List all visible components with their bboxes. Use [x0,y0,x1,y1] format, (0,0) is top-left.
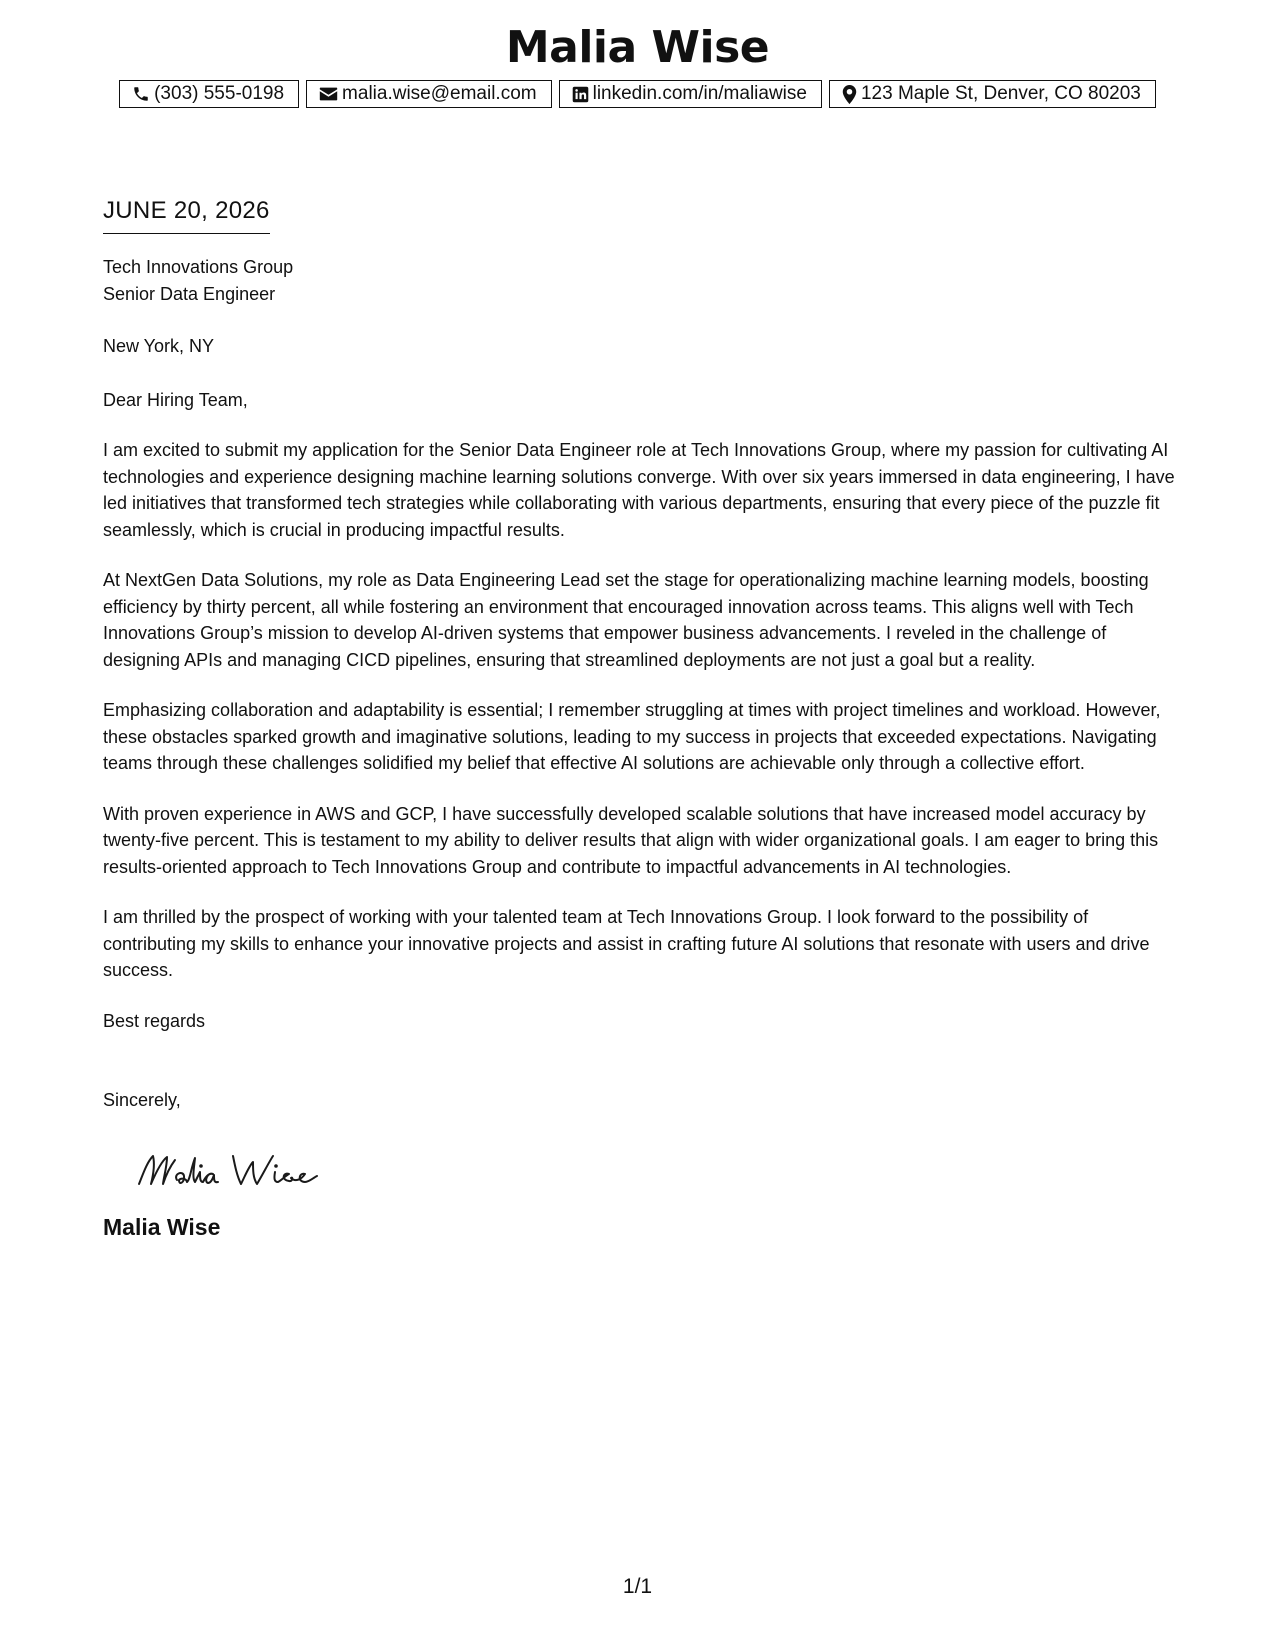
envelope-icon [319,86,338,102]
linkedin-text: linkedin.com/in/maliawise [592,83,807,104]
contact-phone [119,80,299,108]
handwritten-signature [133,1144,1176,1198]
phone-icon [132,85,150,103]
email-text: malia.wise@email.com [342,83,537,104]
address-text: 123 Maple St, Denver, CO 80203 [860,83,1141,104]
recipient-position: Senior Data Engineer [103,283,276,304]
applicant-name: Malia Wise [505,22,770,73]
body-paragraph: With proven experience in AWS and GCP, I have successfully developed scalable solutions that have increased model accuracy by twenty-five percent. This is testament to my ability to deliver results that align with wider organizational goals. I am eager to bring this results-oriented approach to Tech Innovations Group and contribute to impactful advancements in AI technologies. [103,803,1159,877]
letter-body [103,196,1176,1242]
contact-bar [0,80,1275,108]
letter-date: JUNE 20, 2026 [103,196,270,234]
recipient-block [103,254,1176,360]
body-paragraph: I am thrilled by the prospect of working with your talented team at Tech Innovations Group. I look forward to the possibility of contributing my skills to enhance your innovative projects and assist in crafting future AI solutions that resonate with users and drive success. [103,907,1150,980]
phone-text: (303) 555-0198 [154,83,285,104]
salutation: Dear Hiring Team, [103,389,248,410]
recipient-location: New York, NY [103,336,215,356]
contact-email [306,80,552,108]
contact-address [829,80,1156,108]
signed-name: Malia Wise [103,1213,221,1240]
closing-phrase: Best regards [103,1010,206,1031]
sign-off: Sincerely, [103,1090,181,1110]
linkedin-icon [572,86,589,103]
page-number: 1/1 [622,1575,653,1598]
recipient-company: Tech Innovations Group [103,257,294,277]
body-paragraph: I am excited to submit my application for the Senior Data Engineer role at Tech Innovations Group, where my passion for cultivating AI technologies and experience designing machine learning solutions converge. With over six years immersed in data engineering, I have led initiatives that transformed tech strategies while collaborating with various departments, ensuring that every piece of the puzzle fit seamlessly, which is crucial in producing impactful results. [103,440,1175,540]
contact-linkedin [559,80,822,108]
body-paragraph: Emphasizing collaboration and adaptability is essential; I remember struggling at times with project timelines and workload. However, these obstacles sparked growth and imaginative solutions, leading to my success in projects that exceeded expectations. Navigating teams through these challenges solidified my belief that effective AI solutions are achievable only through a collective effort. [103,700,1161,773]
body-paragraph: At NextGen Data Solutions, my role as Data Engineering Lead set the stage for operationalizing machine learning models, boosting efficiency by thirty percent, all while fostering an environment that encouraged innovation across teams. This aligns well with Tech Innovations Group’s mission to develop AI-driven systems that empower business advancements. I reveled in the challenge of designing APIs and managing CICD pipelines, ensuring that streamlined deployments are not just a goal but a reality. [103,570,1149,670]
map-pin-icon [842,85,857,104]
